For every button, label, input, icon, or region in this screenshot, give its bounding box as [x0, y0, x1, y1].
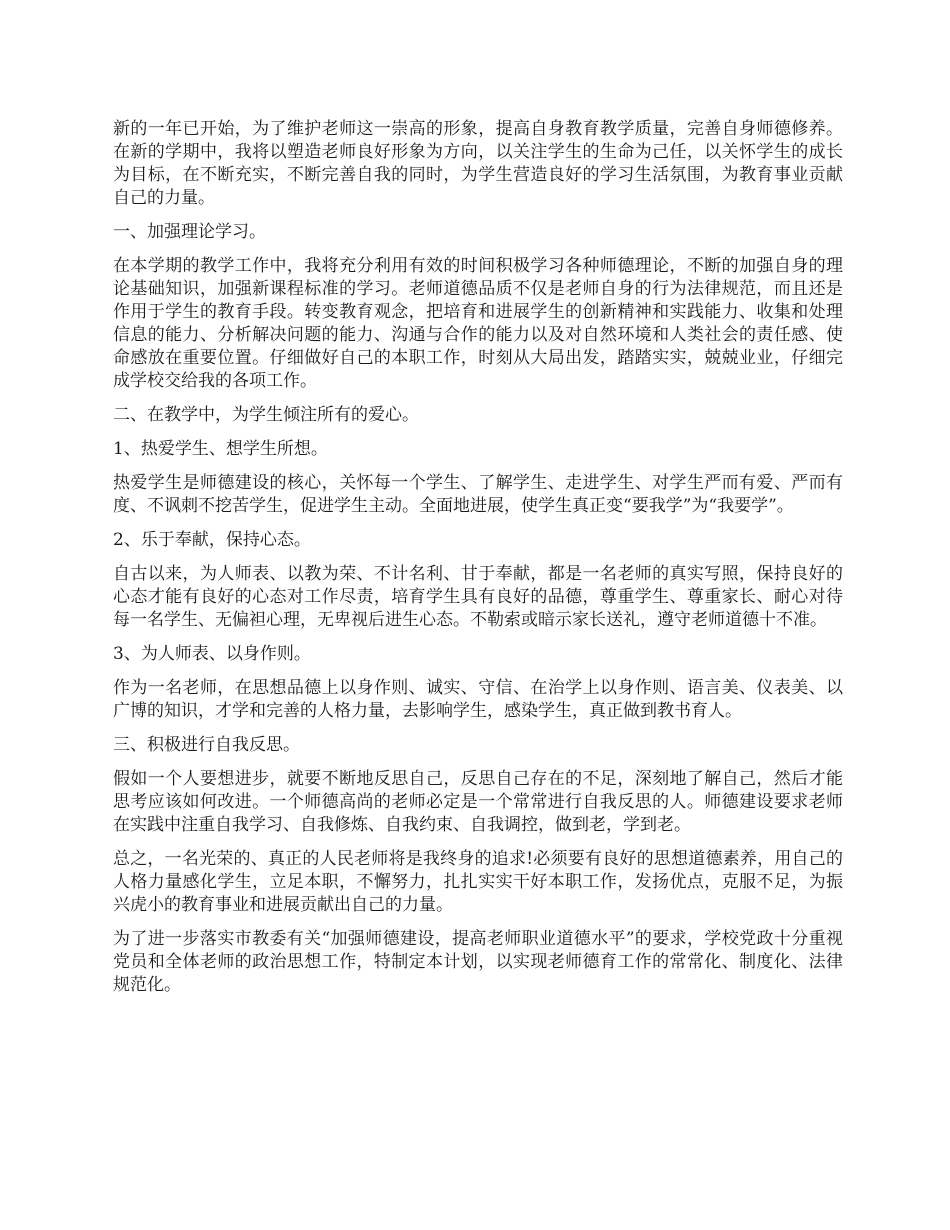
intro-paragraph: 新的一年已开始，为了维护老师这一崇高的形象，提高自身教育教学质量，完善自身师德修养。在新的学期中，我将以塑造老师良好形象为方向，以关注学生的生命为己任，以关怀学生的成长为目标，在不断充实，不断完善自我的同时，为学生营造良好的学习生活氛围，为教育事业贡献自己的力量。 [113, 119, 843, 208]
section-1-paragraph: 在本学期的教学工作中，我将充分利用有效的时间积极学习各种师德理论，不断的加强自身的理论基础知识，加强新课程标准的学习。老师道德品质不仅是老师自身的行为法律规范，而且还是作用于学生的教育手段。转变教育观念，把培育和进展学生的创新精神和实践能力、收集和处理信息的能力、分析解决问题的能力、沟通与合作的能力以及对自然环境和人类社会的责任感、使命感放在重要位置。仔细做好自己的本职工作，时刻从大局出发，踏踏实实，兢兢业业，仔细完成学校交给我的各项工作。 [113, 256, 843, 391]
subsection-2-1-paragraph: 热爱学生是师德建设的核心，关怀每一个学生、了解学生、走进学生、对学生严而有爱、严而有度、不讽刺不挖苦学生，促进学生主动。全面地进展，使学生真正变“要我学”为“我要学”。 [113, 473, 843, 516]
document-body [113, 118, 843, 1008]
subsection-2-2-paragraph: 自古以来，为人师表、以教为荣、不计名利、甘于奉献，都是一名老师的真实写照，保持良好的心态才能有良好的心态对工作尽责，培育学生具有良好的品德，尊重学生、尊重家长、耐心对待每一名学生、无偏袒心理，无卑视后进生心态。不勒索或暗示家长送礼，遵守老师道德十不准。 [113, 564, 843, 630]
subsection-2-3-paragraph: 作为一名老师，在思想品德上以身作则、诚实、守信、在治学上以身作则、语言美、仪表美、以广博的知识，才学和完善的人格力量，去影响学生，感染学生，真正做到教书育人。 [113, 678, 843, 721]
subheading-2-3: 3、为人师表、以身作则。 [113, 644, 311, 664]
section-heading-2: 二、在教学中，为学生倾注所有的爱心。 [113, 405, 419, 425]
subheading-2-1: 1、热爱学生、想学生所想。 [113, 439, 328, 459]
section-heading-3: 三、积极进行自我反思。 [113, 735, 300, 755]
closing-paragraph: 为了进一步落实市教委有关“加强师德建设，提高老师职业道德水平”的要求，学校党政十分重视党员和全体老师的政治思想工作，特制定本计划，以实现老师德育工作的常常化、制度化、法律规范化。 [113, 929, 843, 995]
section-3-paragraph: 假如一个人要想进步，就要不断地反思自己，反思自己存在的不足，深刻地了解自己，然后才能思考应该如何改进。一个师德高尚的老师必定是一个常常进行自我反思的人。师德建设要求老师在实践中注重自我学习、自我修炼、自我约束、自我调控，做到老，学到老。 [113, 769, 843, 835]
subheading-2-2: 2、乐于奉献，保持心态。 [113, 530, 311, 550]
section-heading-1: 一、加强理论学习。 [113, 222, 266, 242]
conclusion-paragraph: 总之，一名光荣的、真正的人民老师将是我终身的追求!必须要有良好的思想道德素养，用自己的人格力量感化学生，立足本职，不懈努力，扎扎实实干好本职工作，发扬优点，克服不足，为振兴虎小的教育事业和进展贡献出自己的力量。 [113, 849, 843, 915]
